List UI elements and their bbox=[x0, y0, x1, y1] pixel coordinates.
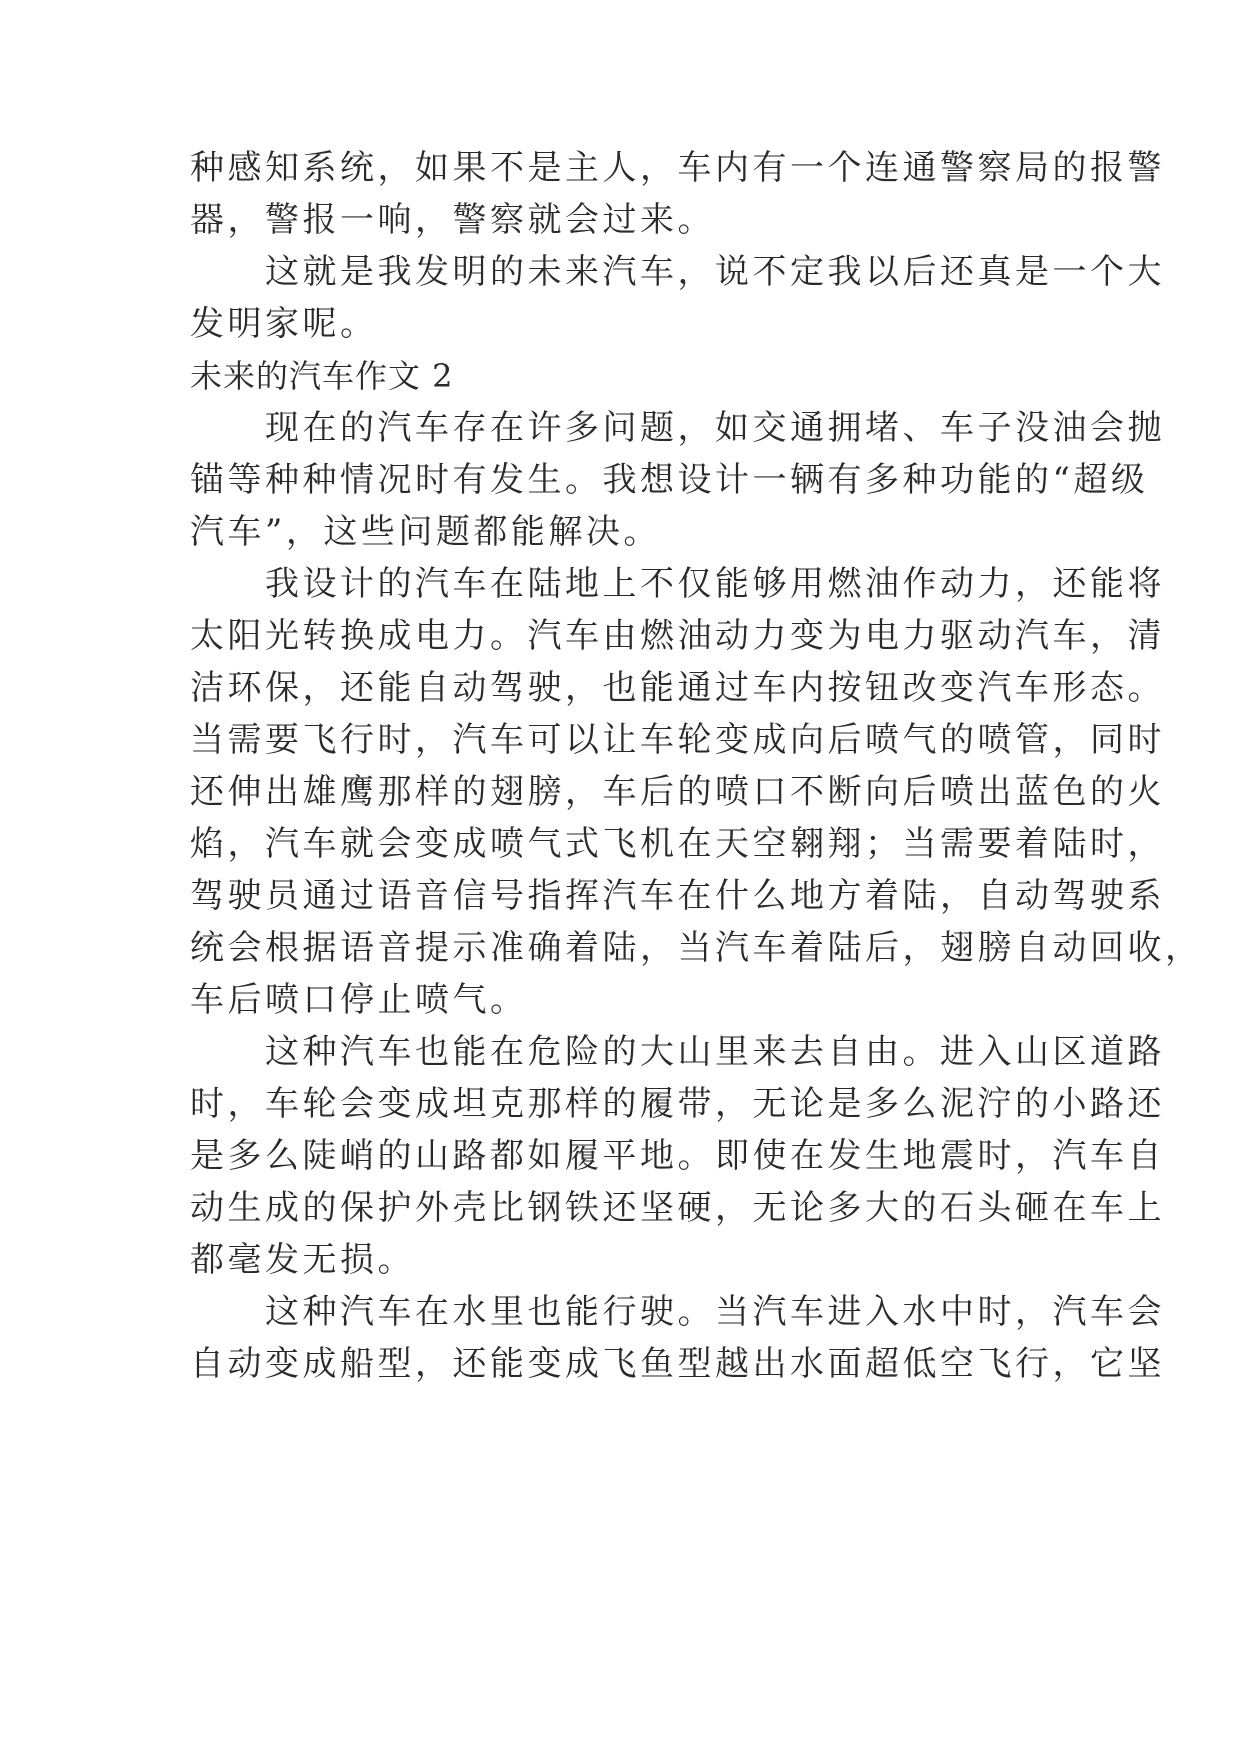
text-line: 还伸出雄鹰那样的翅膀，车后的喷口不断向后喷出蓝色的火 bbox=[190, 772, 1165, 812]
text-line: 种感知系统，如果不是主人，车内有一个连通警察局的报警 bbox=[190, 148, 1165, 188]
text-line: 动生成的保护外壳比钢铁还坚硬，无论多大的石头砸在车上 bbox=[190, 1188, 1165, 1228]
text-line: 发明家呢。 bbox=[190, 304, 378, 344]
text-line: 都毫发无损。 bbox=[190, 1240, 415, 1280]
text-line: 时，车轮会变成坦克那样的履带，无论是多么泥泞的小路还 bbox=[190, 1084, 1165, 1124]
text-line: 这种汽车在水里也能行驶。当汽车进入水中时，汽车会 bbox=[190, 1292, 1165, 1332]
text-line: 是多么陡峭的山路都如履平地。即使在发生地震时，汽车自 bbox=[190, 1136, 1165, 1176]
text-line: 车后喷口停止喷气。 bbox=[190, 980, 528, 1020]
text-line: 我设计的汽车在陆地上不仅能够用燃油作动力，还能将 bbox=[190, 564, 1165, 604]
text-line: 汽车”，这些问题都能解决。 bbox=[190, 512, 661, 552]
text-line: 统会根据语音提示准确着陆，当汽车着陆后，翅膀自动回收， bbox=[190, 928, 1203, 968]
text-line: 太阳光转换成电力。汽车由燃油动力变为电力驱动汽车，清 bbox=[190, 616, 1165, 656]
text-line: 焰，汽车就会变成喷气式飞机在天空翱翔；当需要着陆时， bbox=[190, 824, 1165, 864]
text-line: 器，警报一响，警察就会过来。 bbox=[190, 200, 715, 240]
text-line: 现在的汽车存在许多问题，如交通拥堵、车子没油会抛 bbox=[190, 408, 1165, 448]
text-line: 锚等种种情况时有发生。我想设计一辆有多种功能的“超级 bbox=[190, 460, 1149, 500]
section-heading: 未来的汽车作文 2 bbox=[190, 357, 454, 395]
text-line: 驾驶员通过语音信号指挥汽车在什么地方着陆，自动驾驶系 bbox=[190, 876, 1165, 916]
text-line: 当需要飞行时，汽车可以让车轮变成向后喷气的喷管，同时 bbox=[190, 720, 1165, 760]
text-line: 洁环保，还能自动驾驶，也能通过车内按钮改变汽车形态。 bbox=[190, 668, 1165, 708]
text-line: 这种汽车也能在危险的大山里来去自由。进入山区道路 bbox=[190, 1032, 1165, 1072]
text-line: 自动变成船型，还能变成飞鱼型越出水面超低空飞行，它坚 bbox=[190, 1344, 1165, 1384]
text-line: 这就是我发明的未来汽车，说不定我以后还真是一个大 bbox=[190, 252, 1165, 292]
